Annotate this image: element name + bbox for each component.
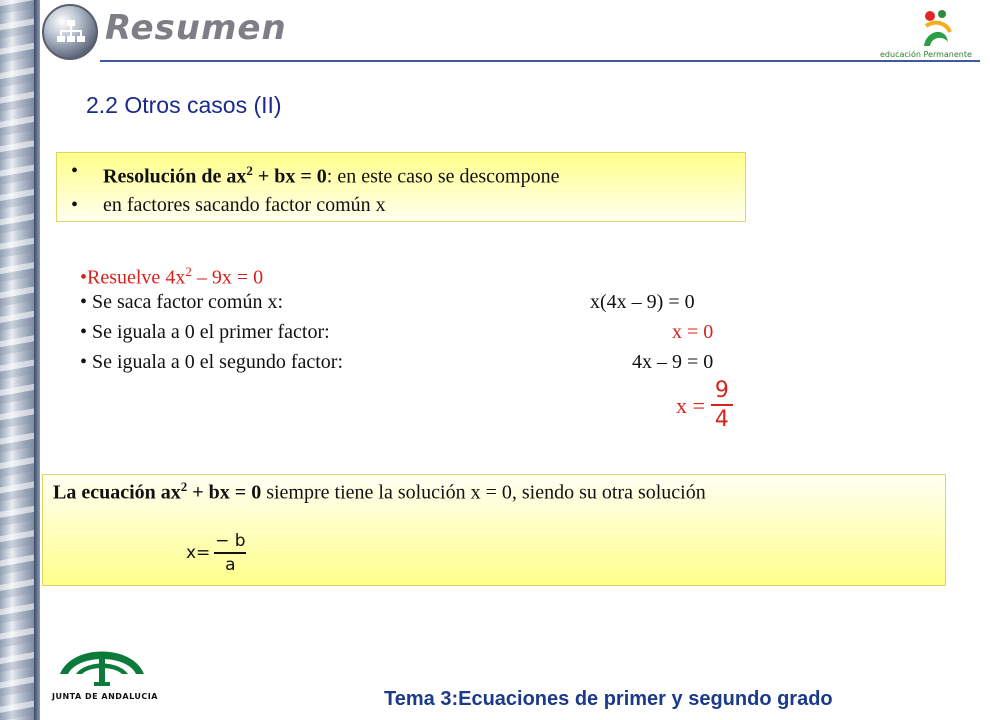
border-edge bbox=[34, 0, 40, 720]
section-heading: 2.2 Otros casos (II) bbox=[86, 92, 282, 118]
conclusion-bold-b: + bx = 0 bbox=[187, 481, 262, 504]
junta-andalucia-logo bbox=[52, 630, 162, 710]
title-bar bbox=[40, 0, 972, 66]
step-3-value: 4x – 9 = 0 bbox=[632, 351, 714, 373]
step-1-label: • Se saca factor común x: bbox=[80, 291, 284, 313]
intro-rest: : en este caso se descompone bbox=[326, 165, 560, 188]
prompt-prefix: •Resuelve 4x bbox=[80, 266, 186, 289]
formula-lhs: x= bbox=[186, 542, 211, 563]
intro-box bbox=[56, 152, 746, 222]
page-title: Resumen bbox=[105, 8, 287, 48]
example-result-fraction bbox=[676, 378, 733, 434]
step-3-label: • Se iguala a 0 el segundo factor: bbox=[80, 351, 344, 373]
example-prompt bbox=[80, 257, 343, 287]
title-underline bbox=[100, 60, 980, 62]
conclusion-box bbox=[42, 474, 946, 586]
footer-topic: Tema 3:Ecuaciones de primer y segundo grado bbox=[384, 688, 833, 710]
intro-bold-b: + bx = 0 bbox=[252, 165, 327, 188]
formula-denominator: a bbox=[225, 554, 236, 575]
step-2-value: x = 0 bbox=[672, 321, 714, 343]
result-denominator: 4 bbox=[714, 406, 729, 432]
decorative-rope-border bbox=[0, 0, 34, 720]
formula-numerator: − b bbox=[215, 531, 246, 551]
ep-logo-text: educación Permanente bbox=[880, 50, 972, 59]
junta-emblem-icon bbox=[52, 630, 152, 690]
prompt-sup: 2 bbox=[185, 264, 192, 279]
result-fraction-stack bbox=[711, 378, 733, 434]
result-lhs: x = bbox=[676, 392, 705, 418]
step-2-label: • Se iguala a 0 el primer factor: bbox=[80, 321, 330, 343]
step-1 bbox=[80, 287, 695, 317]
intro-bullet-1 bbox=[65, 157, 745, 191]
intro-sup: 2 bbox=[246, 163, 253, 178]
step-3 bbox=[80, 347, 714, 377]
formula-fraction-stack bbox=[214, 530, 246, 576]
educacion-permanente-logo bbox=[880, 6, 990, 62]
sitemap-globe-icon[interactable] bbox=[42, 4, 98, 60]
conclusion-bold-a: La ecuación ax bbox=[53, 481, 181, 504]
general-solution-formula bbox=[186, 530, 246, 576]
conclusion-rest: siempre tiene la solución x = 0, siendo su otra solución bbox=[261, 481, 706, 504]
intro-bullet-2: • en factores sacando factor común x bbox=[65, 191, 745, 219]
ep-figure-icon bbox=[916, 6, 956, 48]
prompt-suffix: – 9x = 0 bbox=[191, 266, 264, 289]
step-2 bbox=[80, 317, 714, 347]
conclusion-sup: 2 bbox=[180, 479, 188, 494]
intro-bold-a: Resolución de ax bbox=[103, 165, 247, 188]
junta-logo-text: JUNTA DE ANDALUCIA bbox=[52, 692, 158, 701]
result-numerator: 9 bbox=[714, 378, 729, 403]
worked-example bbox=[80, 257, 714, 377]
step-1-value: x(4x – 9) = 0 bbox=[590, 291, 695, 313]
